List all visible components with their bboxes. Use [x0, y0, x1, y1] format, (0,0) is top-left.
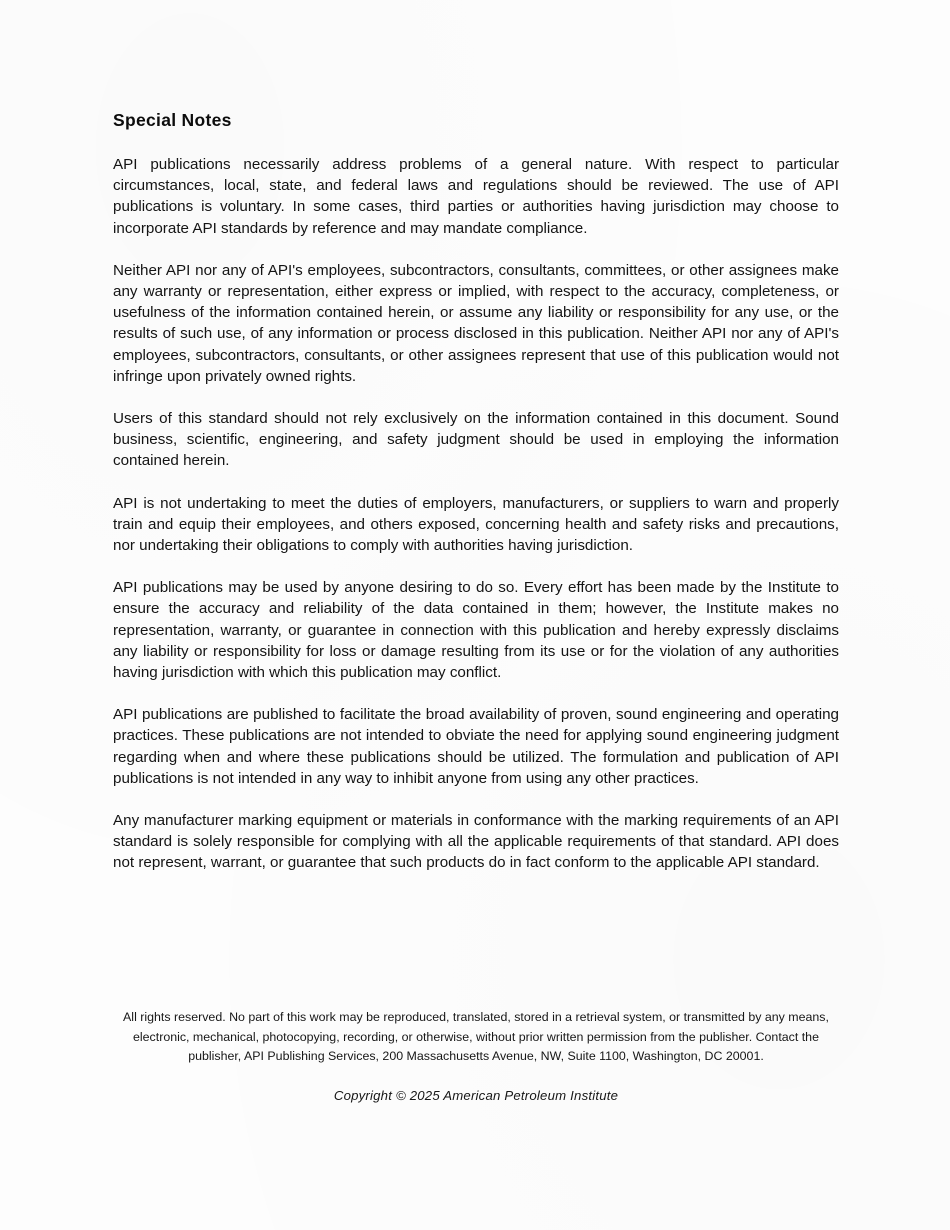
notes-paragraph: API publications necessarily address problems of a general nature. With respect to particular circumstances, local, state, and federal laws and regulations should be reviewed. The use of API publications is voluntary. In some cases, third parties or authorities having jurisdiction may choose to incorporate API standards by reference and may mandate compliance. — [113, 156, 839, 237]
notes-paragraph-list — [113, 154, 839, 874]
footer — [113, 1008, 839, 1067]
rights-reserved-notice: All rights reserved. No part of this work may be reproduced, translated, stored in a retrieval system, or transmitted by any means, electronic, mechanical, photocopying, recording, or otherwise, without prior written permission from the publisher. Contact the publisher, API Publishing Services, 200 Massachusetts Avenue, NW, Suite 1100, Washington, DC 20001. — [123, 1010, 829, 1064]
page-title: Special Notes — [113, 110, 232, 130]
document-body — [113, 0, 839, 874]
notes-paragraph: Any manufacturer marking equipment or materials in conformance with the marking requirements of an API standard is solely responsible for complying with all the applicable requirements of that standard. API does not represent, warrant, or guarantee that such products do in fact conform to the applicable API standard. — [113, 812, 839, 872]
copyright-line: Copyright © 2025 American Petroleum Institute — [333, 1088, 619, 1103]
notes-paragraph: API publications may be used by anyone desiring to do so. Every effort has been made by the Institute to ensure the accuracy and reliability of the data contained in them; however, the Institute makes no representation, warranty, or guarantee in connection with this publication and hereby expressly disclaims any liability or responsibility for loss or damage resulting from its use or for the violation of any authorities having jurisdiction with which this publication may conflict. — [113, 579, 839, 682]
notes-paragraph: Users of this standard should not rely exclusively on the information contained in this document. Sound business, scientific, engineering, and safety judgment should be used in employing the information contained herein. — [113, 410, 839, 470]
notes-paragraph: Neither API nor any of API's employees, subcontractors, consultants, committees, or other assignees make any warranty or representation, either express or implied, with respect to the accuracy, completeness, or usefulness of the information contained herein, or assume any liability or responsibility for any use, or the results of such use, of any information or process disclosed in this publication. Neither API nor any of API's employees, subcontractors, consultants, or other assignees represent that use of this publication would not infringe upon privately owned rights. — [113, 261, 839, 385]
notes-paragraph: API publications are published to facilitate the broad availability of proven, sound engineering and operating practices. These publications are not intended to obviate the need for applying sound engineering judgment regarding when and where these publications should be utilized. The formulation and publication of API publications is not intended in any way to inhibit anyone from using any other practices. — [113, 706, 839, 787]
notes-paragraph: API is not undertaking to meet the duties of employers, manufacturers, or suppliers to warn and properly train and equip their employees, and others exposed, concerning health and safety risks and precautions, nor undertaking their obligations to comply with authorities having jurisdiction. — [113, 494, 839, 555]
